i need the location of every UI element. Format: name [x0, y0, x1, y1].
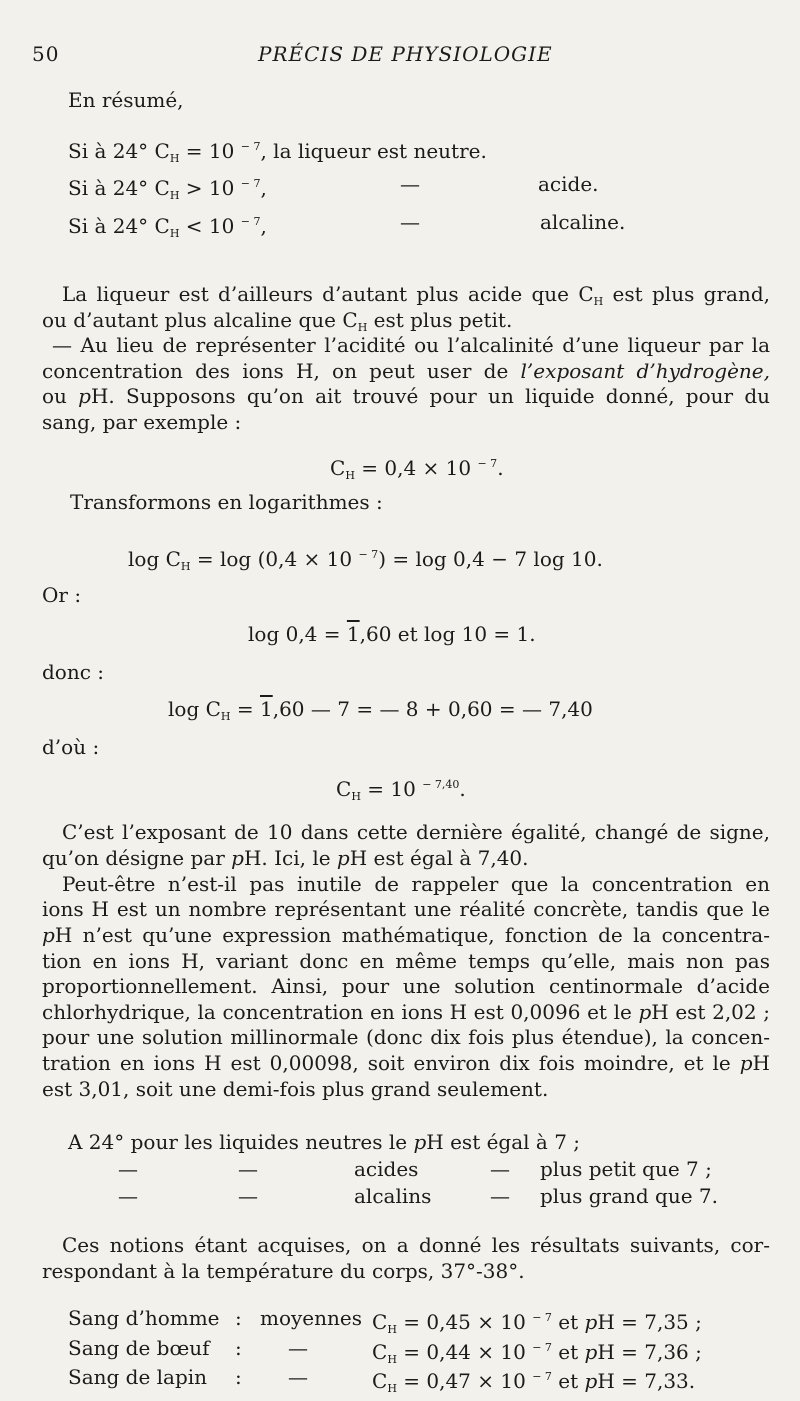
- para3-line8: tration en ions H est 0,00098, soit environ dix fois moindre, et le pH: [42, 1051, 770, 1075]
- result-name: Sang d’homme: [68, 1306, 220, 1330]
- result-values: $C_H = 0,47 \times 10$ $^{- 7}$ et pH = 7,33.: [372, 1369, 696, 1395]
- para1-line6: sang, par exemple :: [42, 410, 242, 434]
- equation-final: $C_H = 10$ $^{- 7,40}$.: [336, 777, 466, 803]
- equation-log-result: $\log C_H = 1,60$ — 7 = — 8 + 0,60 = — 7,40: [168, 697, 593, 723]
- label-or: Or :: [42, 583, 82, 607]
- result-values: $C_H = 0,45 \times 10$ $^{- 7}$ et pH = 7,35 ;: [372, 1310, 702, 1336]
- result-colon: :: [235, 1336, 242, 1360]
- ph-alkaline-dash2: —: [238, 1184, 258, 1208]
- summary-intro: En résumé,: [68, 88, 184, 112]
- summary-row-alkaline: Si à 24° $C_H < 10$ $^{- 7}$,: [68, 214, 267, 240]
- para3-line4: tion en ions H, variant donc en même temps qu’elle, mais non pas: [42, 949, 770, 973]
- summary-row-acid: Si à 24° $C_H > 10$ $^{- 7}$,: [68, 176, 267, 202]
- summary-row-alkaline-dash: —: [400, 210, 420, 234]
- result-name: Sang de lapin: [68, 1365, 208, 1389]
- transform-heading: Transformons en logarithmes :: [70, 490, 383, 514]
- para4-line1: Ces notions étant acquises, on a donné les résultats suivants, cor-: [62, 1233, 770, 1257]
- ph-alkaline-kind: alcalins: [354, 1184, 432, 1208]
- page-number: 50: [32, 42, 60, 66]
- para3-line3: pH n’est qu’une expression mathématique, fonction de la concentra-: [42, 923, 770, 947]
- summary-row-acid-dash: —: [400, 172, 420, 196]
- result-values: $C_H = 0,44 \times 10$ $^{- 7}$ et pH = 7,36 ;: [372, 1340, 702, 1366]
- equation-concentration: $C_H = 0,4 \times 10$ $^{- 7}$.: [330, 456, 504, 482]
- ph-acid-kind: acides: [354, 1157, 419, 1181]
- summary-row-acid-result: acide.: [538, 172, 599, 196]
- para1-line4: concentration des ions H, on peut user de l’exposant d’hydrogène,: [42, 359, 770, 383]
- ph-neutral-line: A 24° pour les liquides neutres le pH est égal à 7 ;: [68, 1130, 581, 1154]
- para3-line6: chlorhydrique, la concentration en ions H est 0,0096 et le pH est 2,02 ;: [42, 1000, 770, 1024]
- para1-line1: La liqueur est d’ailleurs d’autant plus acide que $C_H$ est plus grand,: [62, 282, 770, 308]
- para3-line7: pour une solution millinormale (donc dix fois plus étendue), la concen-: [42, 1025, 770, 1049]
- equation-log-concentration: $\log C_H = \log (0,4 \times 10$ $^{- 7}$) = log 0,4 − 7 log 10.: [128, 547, 603, 573]
- result-method: —: [288, 1336, 308, 1360]
- result-colon: :: [235, 1306, 242, 1330]
- result-method: —: [288, 1365, 308, 1389]
- para3-line1: Peut-être n’est-il pas inutile de rappeler que la concentration en: [62, 872, 770, 896]
- result-colon: :: [235, 1365, 242, 1389]
- para3-line9: est 3,01, soit une demi-fois plus grand seulement.: [42, 1077, 549, 1101]
- para2-line2: qu’on désigne par pH. Ici, le pH est égal à 7,40.: [42, 846, 529, 870]
- ph-alkaline-text: plus grand que 7.: [540, 1184, 718, 1208]
- result-method: moyennes: [260, 1306, 363, 1330]
- result-name: Sang de bœuf: [68, 1336, 210, 1360]
- summary-row-alkaline-result: alcaline.: [540, 210, 626, 234]
- ph-alkaline-dash3: —: [490, 1184, 510, 1208]
- ph-alkaline-dash1: —: [118, 1184, 138, 1208]
- running-title: PRÉCIS DE PHYSIOLOGIE: [258, 42, 553, 66]
- para1-line2: ou d’autant plus alcaline que $C_H$ est plus petit.: [42, 308, 513, 334]
- para3-line2: ions H est un nombre représentant une réalité concrète, tandis que le: [42, 897, 770, 921]
- para1-line5: ou pH. Supposons qu’on ait trouvé pour un liquide donné, pour du: [42, 384, 770, 408]
- para3-line5: proportionnellement. Ainsi, pour une solution centinormale d’acide: [42, 974, 770, 998]
- para1-line3: — Au lieu de représenter l’acidité ou l’alcalinité d’une liqueur par la: [52, 333, 770, 357]
- ph-acid-dash1: —: [118, 1157, 138, 1181]
- ph-acid-dash2: —: [238, 1157, 258, 1181]
- ph-acid-text: plus petit que 7 ;: [540, 1157, 712, 1181]
- label-donc: donc :: [42, 660, 105, 684]
- equation-log-values: log 0,4 = 1,60 et log 10 = 1.: [248, 622, 536, 646]
- para4-line2: respondant à la température du corps, 37°-38°.: [42, 1259, 525, 1283]
- label-dou: d’où :: [42, 735, 100, 759]
- summary-row-neutral: Si à 24° $C_H = 10$ $^{- 7}$, la liqueur est neutre.: [68, 139, 487, 165]
- ph-acid-dash3: —: [490, 1157, 510, 1181]
- para2-line1: C’est l’exposant de 10 dans cette dernière égalité, changé de signe,: [62, 820, 770, 844]
